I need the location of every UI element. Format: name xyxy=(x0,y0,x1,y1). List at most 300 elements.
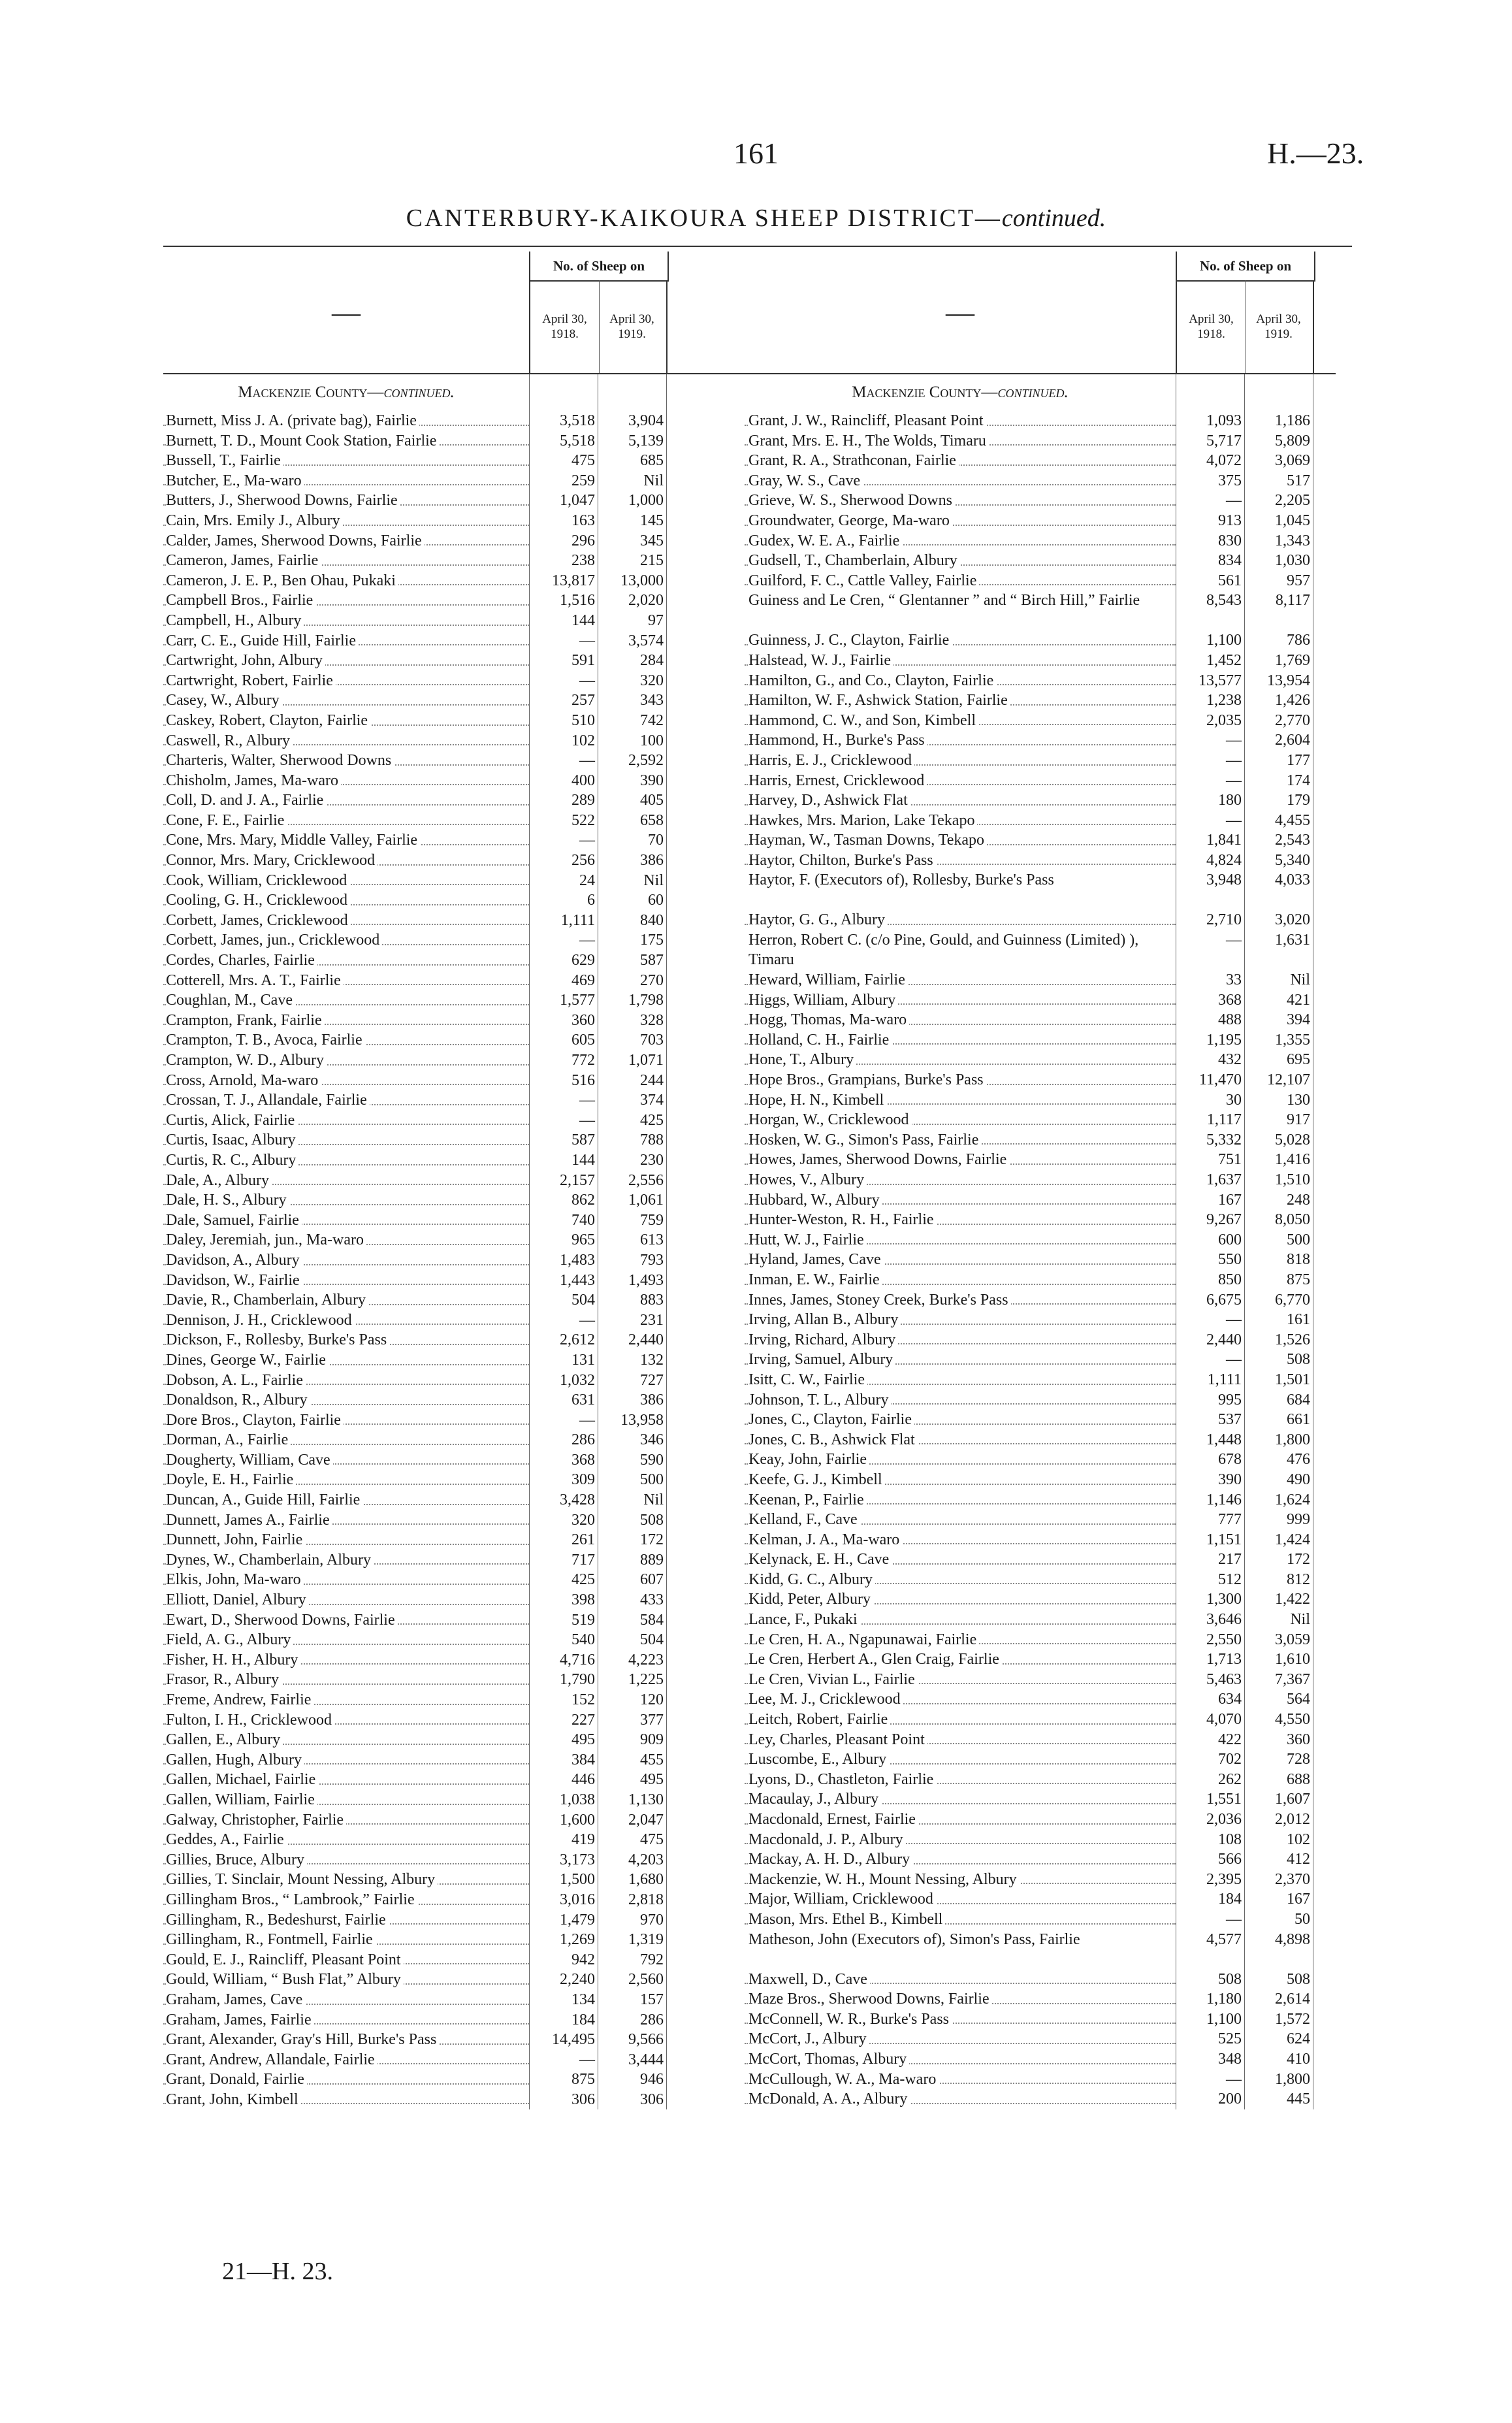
sheep-1918-cell: 875 xyxy=(571,2071,595,2089)
sheep-1918-cell: 2,710 xyxy=(1206,911,1242,929)
right-1918-header xyxy=(1176,280,1246,373)
sheep-1919-cell: 1,572 xyxy=(1275,2010,1310,2028)
owner-name: McCullough, W. A., Ma-waro xyxy=(748,2071,939,2088)
sheep-1919-cell: 812 xyxy=(1287,1570,1310,1588)
sheep-1919-cell: 1,800 xyxy=(1275,2070,1310,2088)
right-name-header: — xyxy=(946,296,974,329)
sheep-1918-cell: 1,448 xyxy=(1206,1431,1242,1448)
sheep-1919-cell: Nil xyxy=(643,472,664,489)
sheep-1919-cell: 7,367 xyxy=(1275,1670,1310,1688)
owner-name: Mackenzie, W. H., Mount Nessing, Albury xyxy=(748,1871,1020,1888)
owner-name: Le Cren, Herbert A., Glen Craig, Fairlie xyxy=(748,1651,1002,1668)
sheep-1918-cell: 1,117 xyxy=(1206,1111,1242,1129)
sheep-1918-cell: 1,100 xyxy=(1206,632,1242,649)
owner-name: Charteris, Walter, Sherwood Downs xyxy=(166,752,394,769)
sheep-1919-cell: 120 xyxy=(640,1691,664,1708)
sheep-1919-cell: 433 xyxy=(640,1591,664,1609)
sheep-1918-cell: 3,016 xyxy=(560,1891,595,1908)
owner-name: Inman, E. W., Fairlie xyxy=(748,1271,882,1288)
sheep-1918-cell: 5,463 xyxy=(1206,1670,1242,1688)
sheep-1919-cell: 1,416 xyxy=(1275,1151,1310,1169)
sheep-1918-cell: 33 xyxy=(1226,971,1242,989)
owner-name-cell xyxy=(163,911,529,931)
sheep-1918-cell: 508 xyxy=(1218,1970,1242,1988)
sheep-1919-cell: 97 xyxy=(648,611,664,629)
sheep-1919-cell: 2,556 xyxy=(628,1171,664,1189)
right-1919-header-year: 1919. xyxy=(1264,327,1293,341)
sheep-1918-cell: — xyxy=(579,832,595,849)
owner-name: Dines, George W., Fairlie xyxy=(166,1352,329,1369)
sheep-1919-cell: 1,526 xyxy=(1275,1331,1310,1348)
owner-name: Guilford, F. C., Cattle Valley, Fairlie xyxy=(748,572,979,589)
sheep-1919-cell: 394 xyxy=(1287,1011,1310,1029)
owner-name: Cameron, J. E. P., Ben Ohau, Pukaki xyxy=(166,572,398,589)
sheep-1919-cell: 3,574 xyxy=(628,632,664,649)
sheep-1919-cell: Nil xyxy=(1290,1611,1310,1629)
sheep-1919-cell: 1,631 xyxy=(1275,932,1310,949)
owner-name-cell xyxy=(745,2029,1176,2049)
sheep-1919-cell: 4,203 xyxy=(628,1851,664,1868)
table-row xyxy=(745,431,1336,451)
sheep-1918-cell: 587 xyxy=(571,1131,595,1149)
sheep-1919-cell: 1,319 xyxy=(628,1931,664,1949)
sheep-1919-cell: 624 xyxy=(1287,2030,1310,2048)
sheep-1918-cell: 488 xyxy=(1218,1011,1242,1029)
owner-name-cell xyxy=(745,730,1176,751)
owner-name: Curtis, R. C., Albury xyxy=(166,1152,298,1169)
sheep-1918-cell: 1,038 xyxy=(560,1791,595,1808)
sheep-1918-cell: 11,470 xyxy=(1198,1071,1242,1089)
owner-name: Hubbard, W., Albury xyxy=(748,1192,882,1209)
sheep-1918-cell: 3,173 xyxy=(560,1851,595,1868)
sheep-1918-cell: 4,577 xyxy=(1206,1930,1242,1948)
owner-name-cell xyxy=(163,930,529,951)
sheep-1918-cell: 1,151 xyxy=(1206,1531,1242,1548)
owner-name-cell xyxy=(745,1370,1176,1390)
owner-name-cell xyxy=(163,1770,529,1790)
table-row xyxy=(745,1230,1336,1250)
table-row xyxy=(745,1630,1336,1650)
owner-name: Caswell, R., Albury xyxy=(166,732,293,749)
sheep-1918-cell: 525 xyxy=(1218,2030,1242,2048)
owner-name: Maze Bros., Sherwood Downs, Fairlie xyxy=(748,1991,992,2008)
owner-name-cell xyxy=(163,1371,529,1391)
sheep-1919-cell: Nil xyxy=(643,1491,664,1509)
left-1918-header xyxy=(529,280,600,373)
owner-name: Leitch, Robert, Fairlie xyxy=(748,1711,890,1728)
sheep-1919-cell: 500 xyxy=(640,1471,664,1489)
owner-name: Cartwright, Robert, Fairlie xyxy=(166,672,336,689)
owner-name: Herron, Robert C. (c/o Pine, Gould, and Guinness (Limited) ), Timaru xyxy=(748,932,1139,969)
sheep-1918-cell: — xyxy=(579,1092,595,1109)
sheep-1919-cell: 360 xyxy=(1287,1731,1310,1748)
owner-name: Corbett, James, jun., Cricklewood xyxy=(166,932,382,949)
owner-name: Jones, C. B., Ashwick Flat xyxy=(748,1431,918,1448)
sheep-1918-cell: 227 xyxy=(571,1711,595,1729)
sheep-1918-cell: 167 xyxy=(1218,1191,1242,1209)
sheep-1919-cell: 230 xyxy=(640,1151,664,1169)
sheep-1918-cell: — xyxy=(579,2051,595,2068)
sheep-1918-cell: 6,675 xyxy=(1206,1291,1242,1309)
owner-name: Cotterell, Mrs. A. T., Fairlie xyxy=(166,972,344,989)
owner-name: Gudsell, T., Chamberlain, Albury xyxy=(748,552,960,569)
sheep-1918-cell: 629 xyxy=(571,952,595,969)
sheep-1919-cell: 587 xyxy=(640,952,664,969)
owner-name: Ley, Charles, Pleasant Point xyxy=(748,1731,927,1748)
sheep-1918-cell: 550 xyxy=(1218,1251,1242,1269)
owner-name-cell xyxy=(163,1990,529,2010)
owner-name: Hope, H. N., Kimbell xyxy=(748,1092,886,1109)
owner-name: Kidd, G. C., Albury xyxy=(748,1571,875,1588)
sheep-1919-cell: 13,958 xyxy=(620,1411,664,1429)
left-divider-a xyxy=(529,374,530,2109)
sheep-1919-cell: 508 xyxy=(1287,1970,1310,1988)
table-row xyxy=(745,1430,1336,1450)
table-row xyxy=(745,1190,1336,1211)
owner-name-cell xyxy=(745,1530,1176,1550)
sheep-1918-cell: 14,495 xyxy=(552,2031,595,2049)
owner-name: Crampton, T. B., Avoca, Fairlie xyxy=(166,1032,365,1049)
sheep-1918-cell: 1,516 xyxy=(560,592,595,610)
top-rule xyxy=(163,246,1352,247)
sheep-1918-cell: — xyxy=(579,932,595,949)
owner-name-cell xyxy=(745,1910,1176,1930)
owner-name: Le Cren, H. A., Ngapunawai, Fairlie xyxy=(748,1631,979,1648)
right-1919-header xyxy=(1244,280,1314,373)
sheep-1918-cell: 4,070 xyxy=(1206,1711,1242,1729)
sheep-1919-cell: 3,444 xyxy=(628,2051,664,2068)
sheep-1919-cell: 8,117 xyxy=(1275,592,1310,610)
sheep-1919-cell: 4,455 xyxy=(1275,811,1310,829)
left-divider-c xyxy=(666,374,667,2109)
sheep-1918-cell: — xyxy=(579,1111,595,1129)
owner-name: Fisher, H. H., Albury xyxy=(166,1651,300,1668)
owner-name-cell xyxy=(745,491,1176,511)
sheep-1918-cell: 1,300 xyxy=(1206,1591,1242,1608)
right-1918-header-date: April 30, xyxy=(1189,312,1234,326)
sheep-1919-cell: 508 xyxy=(1287,1351,1310,1369)
owner-name-cell xyxy=(163,2090,529,2110)
owner-name-cell xyxy=(163,1950,529,1970)
owner-name: Dale, H. S., Albury xyxy=(166,1192,289,1209)
sheep-1919-cell: 1,769 xyxy=(1275,651,1310,669)
owner-name-cell xyxy=(745,1650,1176,1670)
owner-name-cell xyxy=(745,1789,1176,1810)
sheep-1919-cell: 177 xyxy=(1287,751,1310,769)
owner-name: Gillies, T. Sinclair, Mount Nessing, Albury xyxy=(166,1871,438,1888)
owner-name-cell xyxy=(163,611,529,631)
owner-name-cell xyxy=(163,1430,529,1450)
owner-name-cell xyxy=(745,531,1176,551)
table-row xyxy=(745,1510,1336,1530)
owner-name-cell xyxy=(745,1670,1176,1690)
owner-name-cell xyxy=(745,1410,1176,1430)
sheep-1918-cell: 384 xyxy=(571,1751,595,1768)
owner-name-cell xyxy=(163,1630,529,1650)
sheep-1918-cell: 4,716 xyxy=(560,1651,595,1668)
sheep-1918-cell: — xyxy=(579,672,595,689)
sheep-1919-cell: 374 xyxy=(640,1092,664,1109)
owner-name-cell xyxy=(745,551,1176,571)
table-row xyxy=(745,1470,1336,1490)
table-row xyxy=(745,1610,1336,1630)
sheep-1919-cell: 607 xyxy=(640,1571,664,1589)
table-row xyxy=(745,1090,1336,1111)
table-row xyxy=(745,1589,1336,1610)
owner-name-cell xyxy=(745,1270,1176,1290)
sheep-1919-cell: 172 xyxy=(640,1531,664,1549)
owner-name: Burnett, T. D., Mount Cook Station, Fairlie xyxy=(166,432,439,449)
sheep-1918-cell: 3,948 xyxy=(1206,871,1242,889)
owner-name-cell xyxy=(745,1150,1176,1170)
sheep-1919-cell: 445 xyxy=(1287,2090,1310,2108)
owner-name: Calder, James, Sherwood Downs, Fairlie xyxy=(166,532,425,549)
sheep-1918-cell: 469 xyxy=(571,971,595,989)
owner-name: Dore Bros., Clayton, Fairlie xyxy=(166,1412,344,1429)
sheep-1918-cell: 1,443 xyxy=(560,1271,595,1289)
title-continued: continued. xyxy=(1001,204,1106,232)
table-row xyxy=(745,571,1336,591)
sheep-1919-cell: 2,770 xyxy=(1275,711,1310,729)
owner-name: Hope Bros., Grampians, Burke's Pass xyxy=(748,1071,986,1088)
sheep-1919-cell: 2,370 xyxy=(1275,1870,1310,1888)
sheep-1919-cell: 475 xyxy=(640,1831,664,1849)
sheep-1919-cell: 788 xyxy=(640,1131,664,1149)
sheep-1918-cell: 495 xyxy=(571,1731,595,1749)
owner-name: Kelland, F., Cave xyxy=(748,1511,860,1528)
owner-name-cell xyxy=(163,431,529,451)
sheep-1918-cell: 286 xyxy=(571,1431,595,1449)
owner-name: Gillingham Bros., “ Lambrook,” Fairlie xyxy=(166,1891,417,1908)
owner-name: Graham, James, Cave xyxy=(166,1991,305,2008)
sheep-1919-cell: 3,904 xyxy=(628,412,664,429)
owner-name: Curtis, Alick, Fairlie xyxy=(166,1112,297,1129)
table-row xyxy=(745,751,1336,771)
owner-name: Keay, John, Fairlie xyxy=(748,1451,869,1468)
owner-name: Grant, Mrs. E. H., The Wolds, Timaru xyxy=(748,432,989,449)
owner-name-cell xyxy=(745,1070,1176,1090)
owner-name-cell xyxy=(745,1230,1176,1250)
sheep-1918-cell: 3,428 xyxy=(560,1491,595,1509)
owner-name-cell xyxy=(163,1750,529,1770)
owner-name-cell xyxy=(745,851,1176,871)
owner-name: Doyle, E. H., Fairlie xyxy=(166,1471,296,1488)
left-1919-header-date: April 30, xyxy=(609,312,654,326)
sheep-1919-cell: 3,069 xyxy=(1275,452,1310,470)
owner-name-cell xyxy=(163,1670,529,1690)
sheep-1918-cell: 8,543 xyxy=(1206,592,1242,610)
left-1918-header-date: April 30, xyxy=(542,312,587,326)
sheep-1919-cell: 727 xyxy=(640,1371,664,1389)
owner-name: Gallen, William, Fairlie xyxy=(166,1791,317,1808)
owner-name: Campbell, H., Albury xyxy=(166,612,304,629)
owner-name-cell xyxy=(745,1770,1176,1790)
sheep-1919-cell: 883 xyxy=(640,1292,664,1309)
sheep-1919-cell: 495 xyxy=(640,1771,664,1789)
title-main: CANTERBURY-KAIKOURA SHEEP DISTRICT— xyxy=(406,204,1002,232)
owner-name: Irving, Allan B., Albury xyxy=(748,1311,901,1328)
left-table-body xyxy=(163,374,754,2109)
sheep-1918-cell: 777 xyxy=(1218,1511,1242,1529)
owner-name: McCort, J., Albury xyxy=(748,2030,869,2047)
sheep-1918-cell: — xyxy=(579,752,595,770)
table-row xyxy=(745,651,1336,671)
sheep-1918-cell: 702 xyxy=(1218,1751,1242,1768)
owner-name-cell xyxy=(163,871,529,891)
owner-name: Gallen, Hugh, Albury xyxy=(166,1751,304,1768)
sheep-1919-cell: 215 xyxy=(640,552,664,570)
left-1919-header xyxy=(598,280,668,373)
owner-name-cell xyxy=(745,411,1176,431)
sheep-1919-cell: 684 xyxy=(1287,1391,1310,1408)
sheep-1919-cell: 70 xyxy=(648,832,664,849)
table-row xyxy=(745,1310,1336,1330)
owner-name-cell xyxy=(163,771,529,791)
sheep-1919-cell: 490 xyxy=(1287,1471,1310,1488)
table-row xyxy=(745,1050,1336,1070)
owner-name: Dougherty, William, Cave xyxy=(166,1452,333,1469)
sheep-1918-cell: 3,646 xyxy=(1206,1611,1242,1629)
sheep-1919-cell: 102 xyxy=(1287,1830,1310,1848)
sheep-1918-cell: 862 xyxy=(571,1192,595,1209)
owner-name: Dynes, W., Chamberlain, Albury xyxy=(166,1552,374,1569)
owner-name-cell xyxy=(163,1090,529,1111)
sheep-1919-cell: 946 xyxy=(640,2071,664,2089)
owner-name-cell xyxy=(745,1589,1176,1610)
owner-name-cell xyxy=(163,1850,529,1870)
sheep-1919-cell: 425 xyxy=(640,1111,664,1129)
sheep-1919-cell: 786 xyxy=(1287,632,1310,649)
right-divider-b xyxy=(1244,374,1245,2109)
sheep-1918-cell: 1,093 xyxy=(1206,412,1242,429)
owner-name: Gray, W. S., Cave xyxy=(748,472,863,489)
owner-name: Macdonald, Ernest, Fairlie xyxy=(748,1811,918,1828)
sheep-1919-cell: 999 xyxy=(1287,1511,1310,1529)
table-row xyxy=(745,1130,1336,1150)
sheep-1918-cell: 5,518 xyxy=(560,432,595,449)
owner-name-cell xyxy=(745,1870,1176,1890)
sheep-1918-cell: — xyxy=(1226,732,1242,749)
owner-name: Coughlan, M., Cave xyxy=(166,992,295,1009)
sheep-1919-cell: 328 xyxy=(640,1011,664,1029)
sheep-1919-cell: 5,809 xyxy=(1275,432,1310,449)
owner-name: Dale, A., Albury xyxy=(166,1172,272,1189)
owner-name: Cross, Arnold, Ma-waro xyxy=(166,1072,321,1089)
owner-name-cell xyxy=(745,1010,1176,1030)
sheep-1919-cell: 390 xyxy=(640,772,664,789)
table-row xyxy=(745,870,1336,910)
sheep-1919-cell: 1,426 xyxy=(1275,692,1310,709)
sheep-1918-cell: 631 xyxy=(571,1391,595,1409)
sheep-1918-cell: 717 xyxy=(571,1551,595,1569)
sheep-1918-cell: 1,637 xyxy=(1206,1171,1242,1188)
owner-name: Cone, F. E., Fairlie xyxy=(166,812,287,829)
owner-name-cell xyxy=(163,990,529,1011)
owner-name-cell xyxy=(163,1171,529,1191)
sheep-1919-cell: 504 xyxy=(640,1631,664,1649)
owner-name-cell xyxy=(745,1290,1176,1310)
sheep-1919-cell: 231 xyxy=(640,1311,664,1329)
owner-name: Macaulay, J., Albury xyxy=(748,1791,881,1808)
owner-name-cell xyxy=(163,1570,529,1590)
owner-name-cell xyxy=(745,471,1176,491)
owner-name-cell xyxy=(163,2050,529,2070)
owner-name: Harris, Ernest, Cricklewood xyxy=(748,772,927,789)
owner-name-cell xyxy=(163,1490,529,1510)
owner-name-cell xyxy=(745,1550,1176,1570)
owner-name-cell xyxy=(163,1290,529,1310)
owner-name-cell xyxy=(163,1550,529,1570)
owner-name: Isitt, C. W., Fairlie xyxy=(748,1371,867,1388)
right-1918-header-year: 1918. xyxy=(1197,327,1225,341)
owner-name-cell xyxy=(163,1410,529,1431)
sheep-1918-cell: 519 xyxy=(571,1611,595,1629)
sheep-1919-cell: Nil xyxy=(643,871,664,889)
sheep-1919-cell: 130 xyxy=(1287,1091,1310,1109)
sheep-1919-cell: 1,680 xyxy=(628,1871,664,1889)
owner-name: Heward, William, Fairlie xyxy=(748,971,908,988)
sheep-1918-cell: 1,500 xyxy=(560,1871,595,1889)
sheep-1919-cell: 1,800 xyxy=(1275,1431,1310,1448)
owner-name-cell xyxy=(745,511,1176,531)
sheep-1918-cell: 634 xyxy=(1218,1691,1242,1708)
table-row xyxy=(745,1150,1336,1170)
table-row xyxy=(745,1970,1336,1990)
left-section-continued: continued. xyxy=(383,383,455,401)
owner-name: Corbett, James, Cricklewood xyxy=(166,912,351,929)
sheep-1918-cell: 2,036 xyxy=(1206,1811,1242,1828)
owner-name: Johnson, T. L., Albury xyxy=(748,1391,891,1408)
table-row xyxy=(745,1730,1336,1750)
sheep-1919-cell: 5,139 xyxy=(628,432,664,449)
owner-name: Donaldson, R., Albury xyxy=(166,1391,310,1408)
sheep-1919-cell: 1,071 xyxy=(628,1052,664,1069)
table-row xyxy=(745,2029,1336,2049)
owner-name: Curtis, Isaac, Albury xyxy=(166,1131,298,1148)
owner-name-cell xyxy=(163,531,529,551)
sheep-1918-cell: 537 xyxy=(1218,1411,1242,1429)
owner-name-cell xyxy=(163,451,529,471)
sheep-1919-cell: 343 xyxy=(640,692,664,709)
sheep-1918-cell: 306 xyxy=(571,2090,595,2108)
owner-name-cell xyxy=(163,511,529,531)
owner-name-cell xyxy=(745,1989,1176,2009)
sheep-1918-cell: 446 xyxy=(571,1771,595,1789)
sheep-1919-cell: 500 xyxy=(1287,1231,1310,1248)
table-row xyxy=(745,910,1336,930)
sheep-1919-cell: 688 xyxy=(1287,1770,1310,1788)
table-row xyxy=(745,1989,1336,2009)
sheep-1918-cell: 1,577 xyxy=(560,992,595,1009)
sheep-1919-cell: 759 xyxy=(640,1211,664,1229)
owner-name-cell xyxy=(163,1930,529,1950)
owner-name-cell xyxy=(745,1130,1176,1150)
owner-name-cell xyxy=(163,2010,529,2030)
sheep-1919-cell: 2,543 xyxy=(1275,832,1310,849)
right-section-heading xyxy=(745,374,1176,411)
table-row xyxy=(745,711,1336,731)
sheep-1918-cell: 4,072 xyxy=(1206,452,1242,470)
sheep-1919-cell: 410 xyxy=(1287,2050,1310,2068)
sheep-1919-cell: 1,798 xyxy=(628,992,664,1009)
right-table-header xyxy=(745,252,1336,374)
table-row xyxy=(745,1350,1336,1370)
owner-name-cell xyxy=(745,1090,1176,1111)
sheep-1918-cell: 238 xyxy=(571,552,595,570)
sheep-1919-cell: 2,205 xyxy=(1275,492,1310,510)
owner-name-cell xyxy=(163,1271,529,1291)
sheep-1918-cell: 390 xyxy=(1218,1471,1242,1488)
